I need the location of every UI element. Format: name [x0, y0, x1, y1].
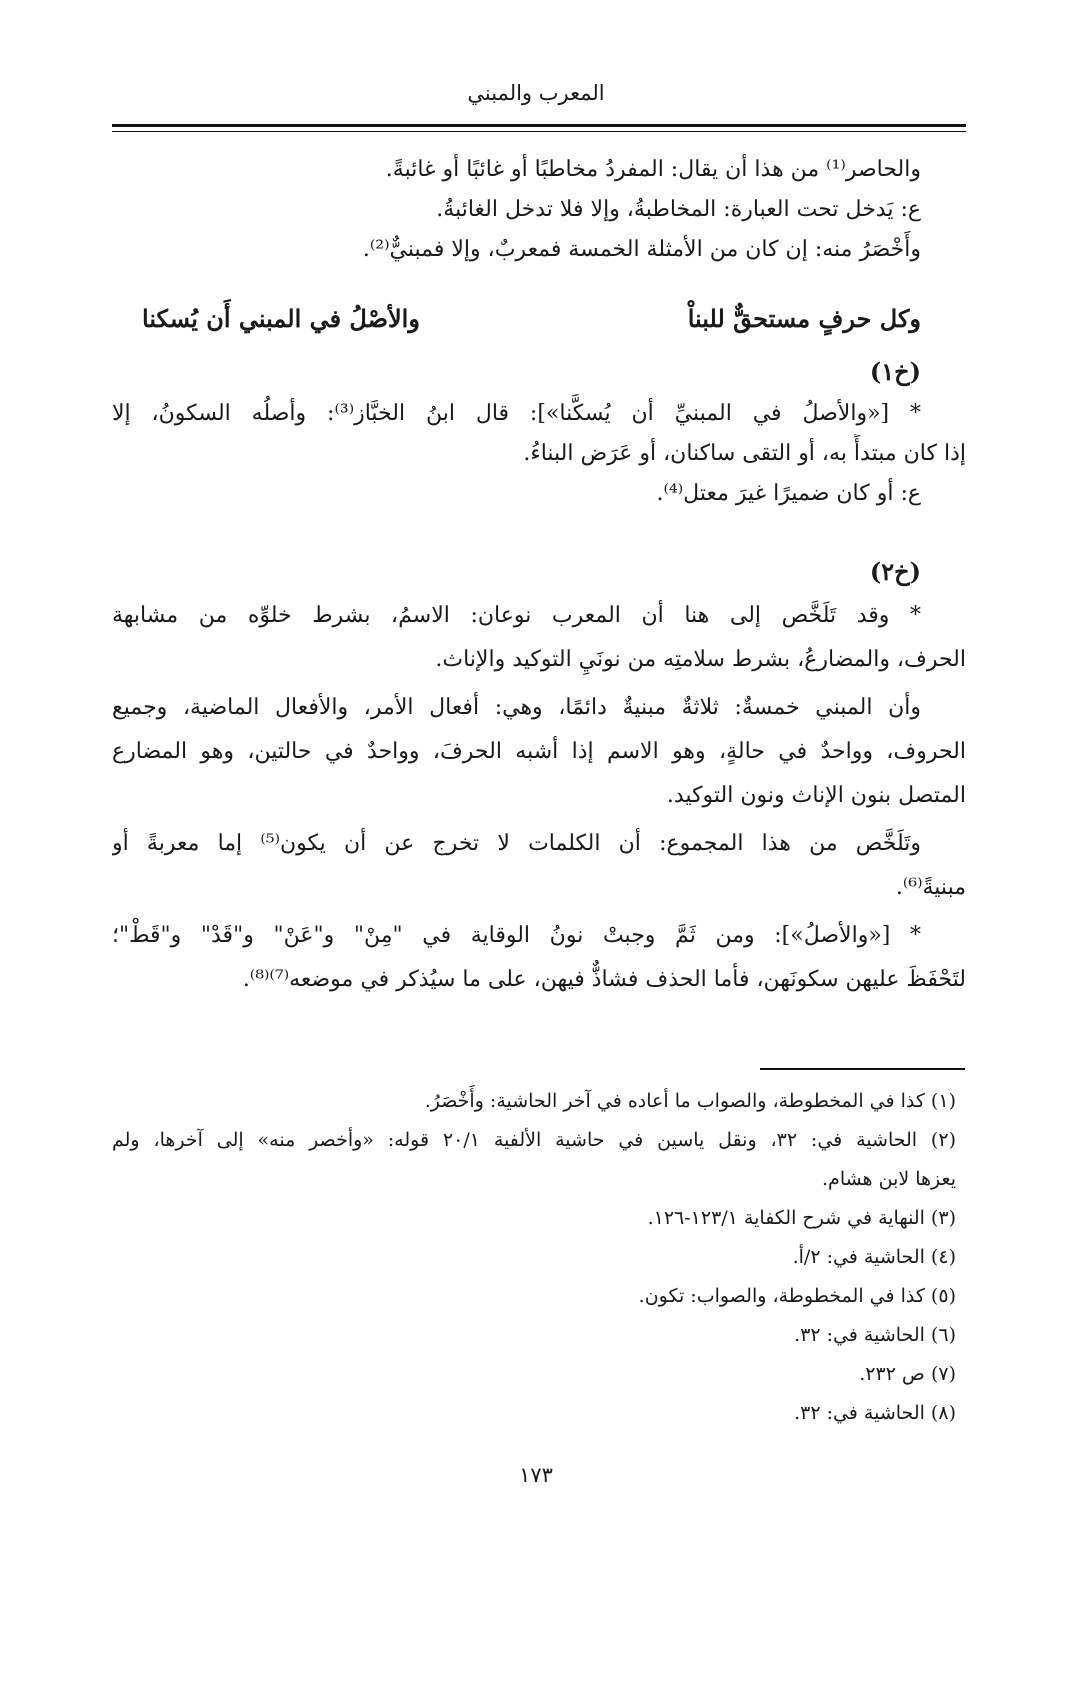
section-kh2: [112, 552, 966, 1000]
footnote-separator: [760, 1068, 965, 1070]
running-header: المعرب والمبني: [467, 81, 605, 105]
footnote: (٥) كذا في المخطوطة، والصواب: تكون.: [638, 1285, 956, 1307]
intro-line: ع: يَدخل تحت العبارة: المخاطبةُ، وإلا فلا تدخل الغائبةُ.: [436, 197, 921, 222]
paragraph-line: * وقد تَلَخَّص إلى هنا أن المعرب نوعان: الاسمُ، بشرط خلوِّه من مشابهة: [112, 603, 921, 628]
paragraph-line: * [«والأصلُ»]: ومن ثَمَّ وجبتْ نونُ الوقاية في "مِنْ" و"عَنْ" و"قَدْ" و"قَطْ"؛: [112, 923, 921, 948]
paragraph-line: الحروف، وواحدٌ في حالةٍ، وهو الاسم إذا أشبه الحرفَ، وواحدٌ في حالتين، وهو المضارع: [112, 739, 966, 764]
paragraph-line: المتصل بنون الإناث ونون التوكيد.: [666, 783, 966, 808]
footnote: (٨) الحاشية في: ٣٢.: [794, 1402, 956, 1424]
paragraph-line: وتَلَخَّص من هذا المجموع: أن الكلمات لا تخرج عن أن يكون⁽⁵⁾ إما معربةً أو: [112, 831, 921, 856]
header-rule-thick: [112, 124, 966, 127]
intro-line: وأَخْصَرُ منه: إن كان من الأمثلة الخمسة فمعربٌ، وإلا فمبنيٌّ⁽²⁾.: [362, 237, 921, 262]
section-marker-kh2: (خ٢): [869, 557, 921, 586]
section-marker-kh1: (خ١): [869, 357, 921, 386]
section-kh1: [112, 352, 966, 514]
footnote-continuation: يعزها لابن هشام.: [822, 1168, 956, 1190]
footnote: (٧) ص ٢٣٢.: [859, 1363, 956, 1385]
footnote: (٦) الحاشية في: ٣٢.: [794, 1324, 956, 1346]
verse-line: [112, 300, 966, 346]
page-number: ١٧٣: [519, 1463, 553, 1487]
paragraph-line: لتَحْفَظَ عليهن سكونَهن، فأما الحذف فشاذٌّ فيهن، على ما سيُذكر في موضعه⁽⁷⁾⁽⁸⁾.: [242, 967, 966, 992]
paragraph-line: الحرف، والمضارعُ، بشرط سلامتِه من نونَيِ التوكيد والإناث.: [435, 647, 966, 672]
verse-hemistich-left: والأصْلُ في المبني أَن يُسكنا: [142, 304, 420, 333]
paragraph-line: إذا كان مبتدأً به، أو التقى ساكنان، أو عَرَض البناءُ.: [523, 441, 966, 466]
paragraph-line: وأن المبني خمسةٌ: ثلاثةٌ مبنيةٌ دائمًا، وهي: أفعال الأمر، والأفعال الماضية، وجميع: [112, 695, 921, 720]
intro-line: والحاصر⁽¹⁾ من هذا أن يقال: المفردُ مخاطبًا أو غائبًا أو غائبةً.: [385, 157, 921, 182]
footnote: (١) كذا في المخطوطة، والصواب ما أعاده في آخر الحاشية: وأَخْصَرُ.: [424, 1090, 956, 1112]
intro-block: [112, 150, 966, 270]
paragraph-line: * [«والأصلُ في المبنيِّ أن يُسكَّنا»]: قال ابنُ الخبَّاز⁽³⁾: وأصلُه السكونُ، إلا: [112, 401, 921, 426]
header-rule-thin: [112, 131, 966, 132]
paragraph-line: ع: أو كان ضميرًا غيرَ معتل⁽⁴⁾.: [656, 481, 921, 506]
verse-hemistich-right: وكل حرفٍ مستحقٌّ للبناْ: [687, 304, 921, 333]
footnote: (٢) الحاشية في: ٣٢، ونقل ياسين في حاشية الألفية ٢٠/١ قوله: «وأخصر منه» إلى آخرها، ولم: [112, 1129, 956, 1151]
paragraph-line: مبنيةً⁽⁶⁾.: [895, 875, 966, 900]
footnote: (٣) النهاية في شرح الكفاية ١٢٣/١-١٢٦.: [647, 1207, 956, 1229]
footnote: (٤) الحاشية في: ٢/أ.: [792, 1246, 956, 1268]
footnotes: [112, 1082, 966, 1433]
